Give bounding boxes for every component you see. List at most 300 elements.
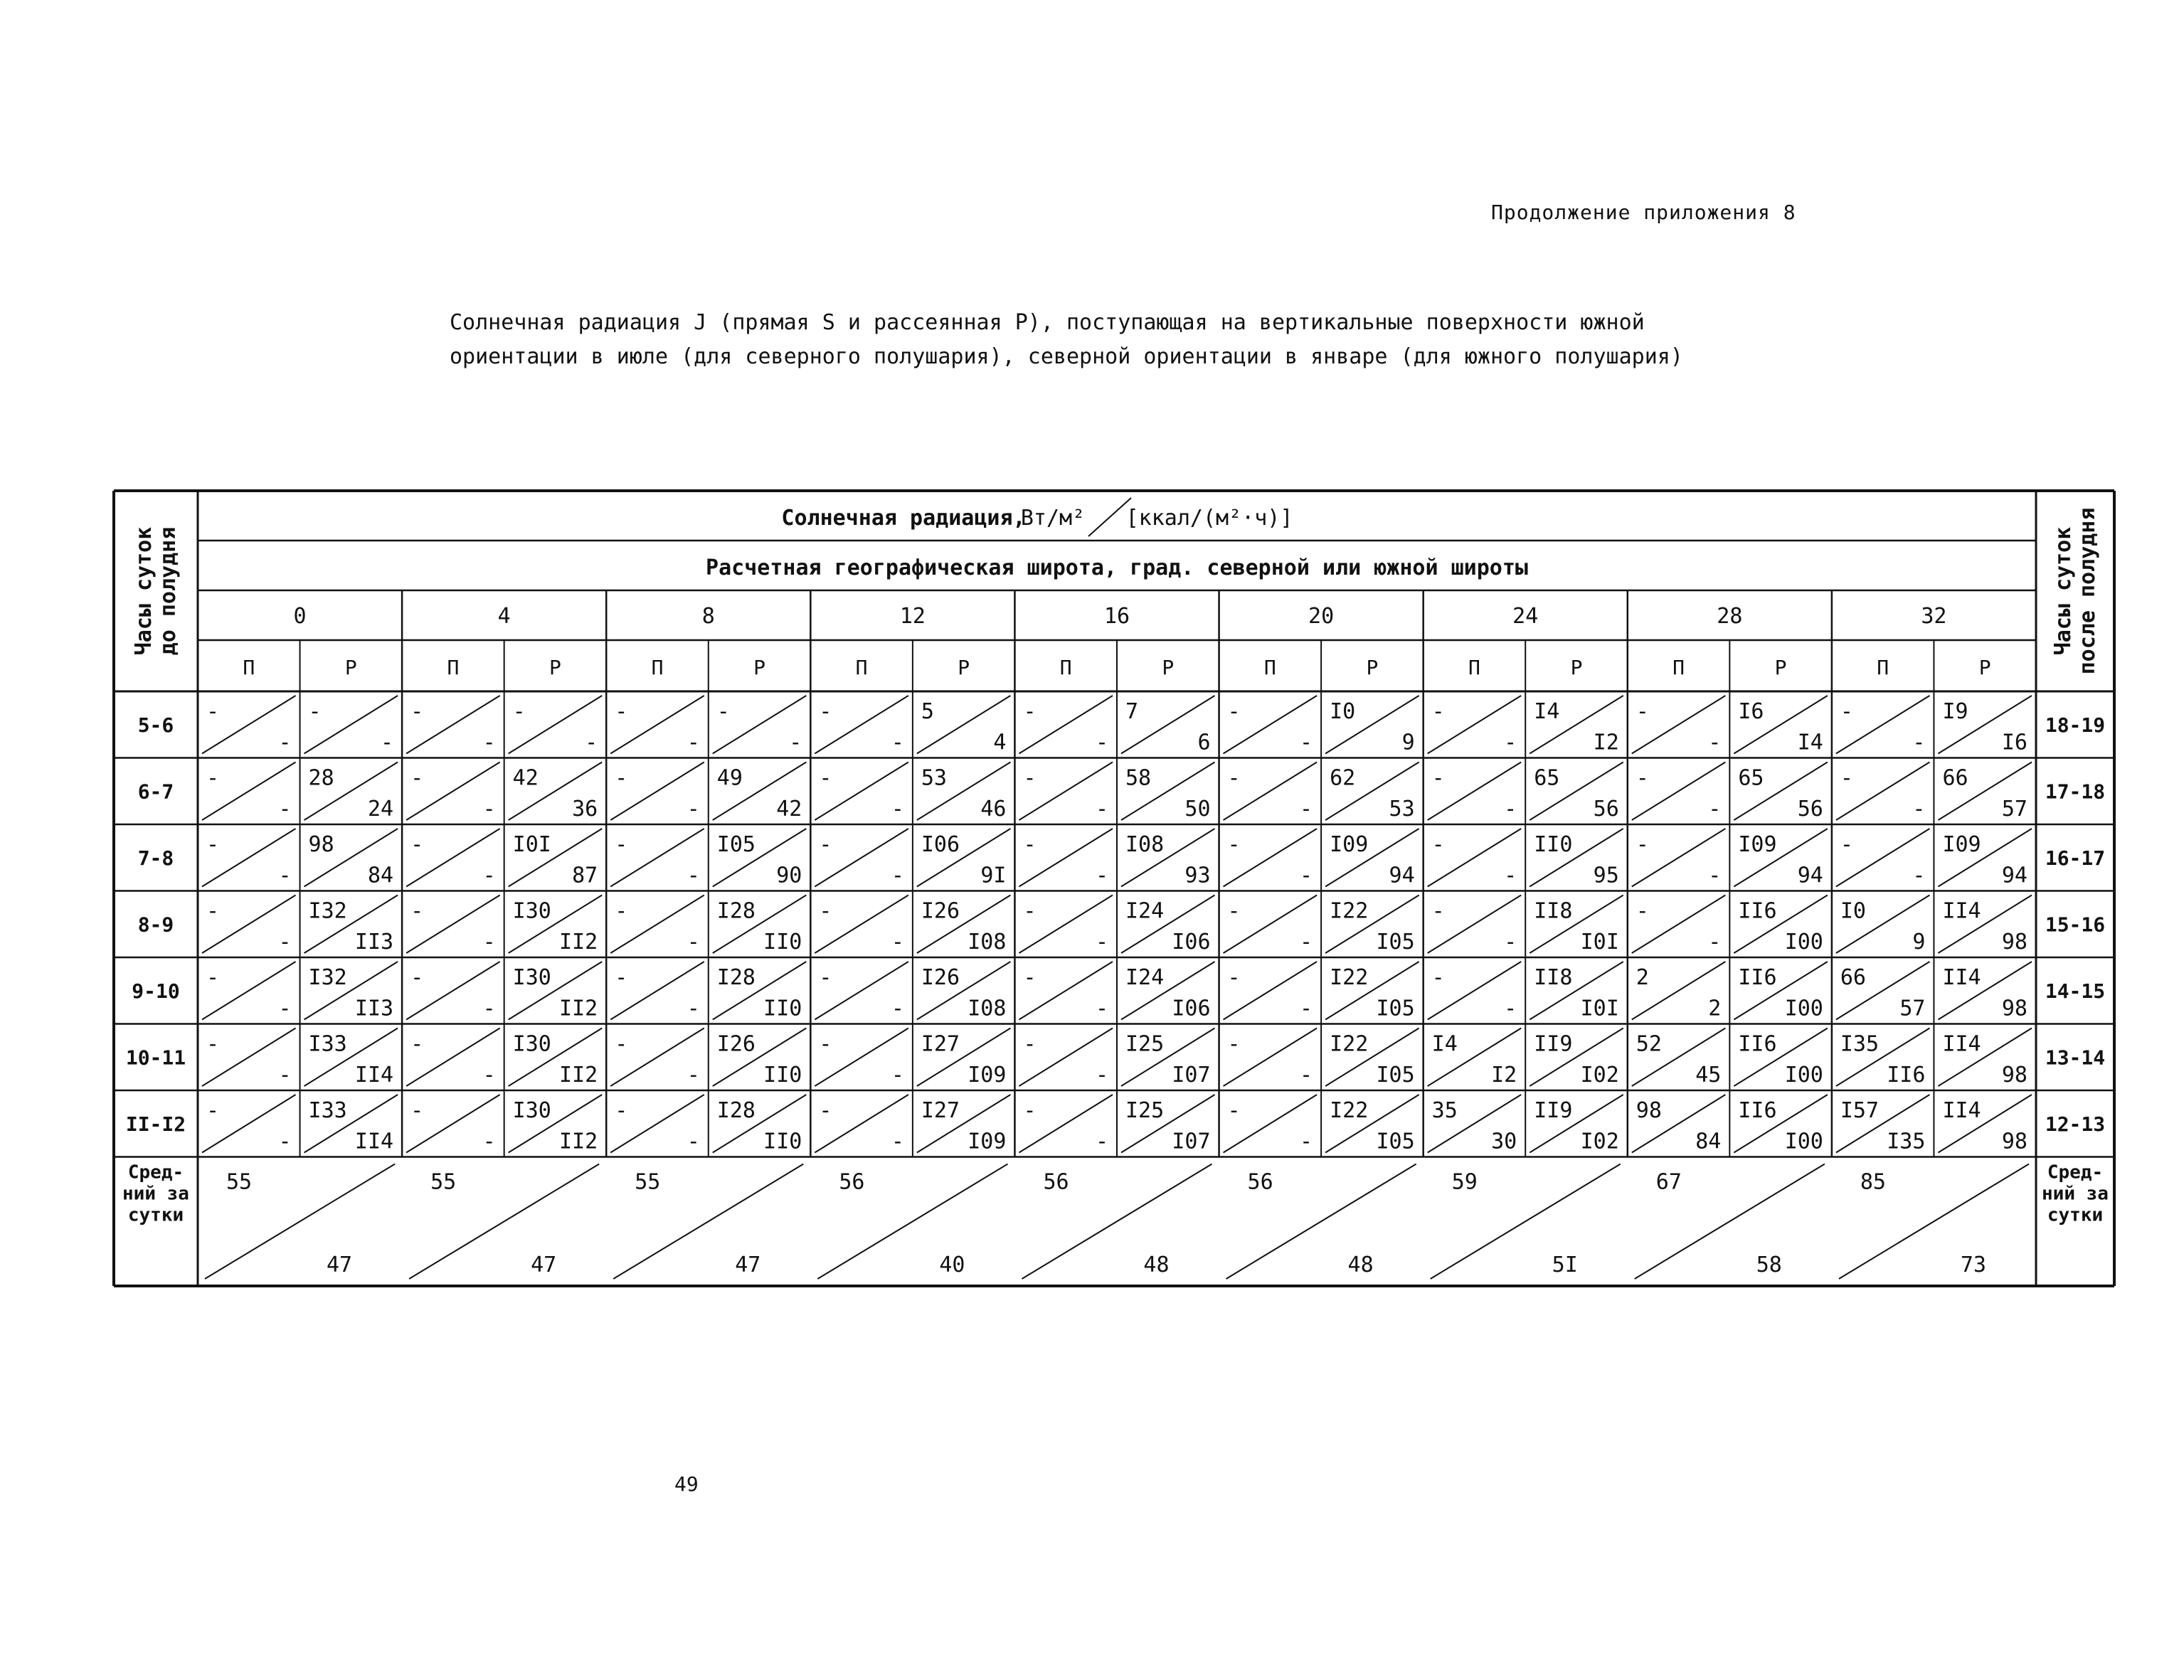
latitude-label: 8: [701, 604, 715, 629]
cell-lower-value: -: [1300, 930, 1313, 955]
cell-upper-value: 66: [1942, 765, 1968, 791]
cell-upper-value: I0I: [512, 832, 551, 857]
cell-upper-value: -: [1840, 699, 1853, 724]
cell-lower-value: I09: [968, 1129, 1007, 1154]
cell-lower-value: -: [891, 996, 904, 1021]
caption-line-1: Солнечная радиация J (прямая S и рассеянная P), поступающая на вертикальные поверхности южной: [450, 310, 1645, 335]
cell-upper-value: II4: [1942, 1031, 1981, 1057]
average-upper-value: 56: [1043, 1169, 1069, 1195]
cell-lower-value: -: [482, 730, 496, 755]
side-header-text: Часы суток: [132, 526, 157, 656]
average-upper-value: 67: [1655, 1169, 1682, 1195]
latitude-label: 32: [1921, 604, 1947, 629]
cell-upper-value: -: [1227, 1031, 1241, 1057]
cell-upper-value: I28: [716, 965, 756, 990]
cell-lower-value: -: [1095, 1063, 1108, 1088]
sub-label: Р: [1774, 656, 1787, 679]
cell-lower-value: -: [1095, 863, 1108, 888]
cell-upper-value: I09: [1738, 832, 1777, 857]
cell-lower-value: -: [891, 1063, 904, 1088]
cell-lower-value: -: [891, 863, 904, 888]
cell-upper-value: I25: [1125, 1031, 1165, 1057]
cell-upper-value: -: [1023, 699, 1037, 724]
cell-upper-value: II4: [1942, 898, 1981, 924]
cell-upper-value: I25: [1125, 1098, 1165, 1123]
cell-upper-value: I30: [512, 965, 551, 990]
cell-upper-value: II8: [1534, 965, 1573, 990]
latitude-label: 4: [497, 604, 511, 629]
cell-upper-value: 65: [1534, 765, 1560, 791]
cell-lower-value: -: [1708, 863, 1722, 888]
cell-lower-value: I05: [1376, 996, 1415, 1021]
cell-lower-value: 98: [2001, 930, 2027, 955]
cell-upper-value: -: [1431, 699, 1445, 724]
cell-upper-value: I22: [1330, 965, 1369, 990]
average-lower-value: 48: [1347, 1253, 1374, 1277]
cell-upper-value: -: [819, 765, 832, 791]
cell-upper-value: -: [1636, 765, 1649, 791]
sub-label: П: [1877, 656, 1889, 679]
cell-lower-value: -: [482, 1063, 496, 1088]
cell-upper-value: I27: [921, 1031, 960, 1057]
cell-lower-value: -: [482, 930, 496, 955]
cell-upper-value: -: [716, 699, 730, 724]
average-label: Сред-: [2047, 1161, 2104, 1184]
cell-upper-value: -: [615, 1098, 628, 1123]
cell-lower-value: -: [891, 797, 904, 822]
cell-lower-value: II2: [559, 1063, 598, 1088]
cell-upper-value: I09: [1330, 832, 1369, 857]
cell-lower-value: I00: [1784, 930, 1823, 955]
hour-pm-label: 15-16: [2045, 913, 2106, 937]
cell-upper-value: I35: [1840, 1031, 1880, 1057]
cell-upper-value: II6: [1738, 898, 1777, 924]
cell-upper-value: I26: [921, 898, 960, 924]
cell-upper-value: -: [1227, 699, 1241, 724]
cell-lower-value: II0: [763, 1129, 802, 1154]
cell-upper-value: II9: [1534, 1031, 1573, 1057]
cell-upper-value: 66: [1840, 965, 1867, 990]
cell-lower-value: 84: [1695, 1129, 1722, 1154]
units-alt-label: [ккал/(м²·ч)]: [1125, 506, 1293, 531]
cell-upper-value: I9: [1942, 699, 1968, 724]
cell-upper-value: I27: [921, 1098, 960, 1123]
sub-label: П: [243, 656, 255, 679]
average-lower-value: 73: [1960, 1253, 1986, 1277]
average-upper-value: 55: [635, 1169, 661, 1195]
cell-lower-value: -: [1504, 797, 1517, 822]
cell-lower-value: -: [1504, 996, 1517, 1021]
cell-lower-value: 30: [1491, 1129, 1517, 1154]
cell-lower-value: I05: [1376, 1063, 1415, 1088]
cell-upper-value: 5: [921, 699, 934, 724]
cell-upper-value: II4: [1942, 965, 1981, 990]
cell-upper-value: -: [1840, 832, 1853, 857]
cell-lower-value: -: [1912, 797, 1926, 822]
cell-upper-value: -: [206, 699, 220, 724]
cell-lower-value: -: [1095, 797, 1108, 822]
cell-upper-value: -: [615, 765, 628, 791]
cell-lower-value: 9: [1912, 930, 1926, 955]
cell-upper-value: II6: [1738, 1098, 1777, 1123]
hour-am-label: II-I2: [125, 1112, 186, 1136]
sub-label: Р: [958, 656, 970, 679]
cell-lower-value: -: [278, 797, 292, 822]
right-side-header: [2051, 508, 2100, 675]
cell-lower-value: -: [687, 1129, 700, 1154]
caption-line-2: ориентации в июле (для северного полушария), северной ориентации в январе (для южного полушария): [450, 344, 1683, 369]
cell-upper-value: I28: [716, 1098, 756, 1123]
cell-upper-value: I57: [1840, 1098, 1880, 1123]
cell-lower-value: -: [687, 863, 700, 888]
cell-lower-value: -: [278, 1129, 292, 1154]
sub-label: Р: [549, 656, 561, 679]
cell-upper-value: I30: [512, 898, 551, 924]
latitude-label: 16: [1103, 604, 1130, 629]
cell-lower-value: -: [687, 930, 700, 955]
cell-upper-value: I4: [1534, 699, 1560, 724]
cell-upper-value: -: [615, 898, 628, 924]
average-label: сутки: [127, 1204, 184, 1226]
cell-lower-value: -: [891, 1129, 904, 1154]
left-side-header: [132, 527, 181, 656]
sub-label: П: [1263, 656, 1276, 679]
cell-upper-value: -: [1023, 1098, 1037, 1123]
cell-lower-value: 9I: [980, 863, 1007, 888]
cell-upper-value: -: [1227, 832, 1241, 857]
cell-upper-value: -: [206, 1031, 220, 1057]
cell-upper-value: -: [308, 699, 322, 724]
cell-upper-value: I08: [1125, 832, 1165, 857]
cell-upper-value: I4: [1431, 1031, 1458, 1057]
table-subtitle: Расчетная географическая широта, град. северной или южной широты: [706, 555, 1528, 580]
cell-upper-value: I09: [1942, 832, 1981, 857]
cell-lower-value: -: [482, 863, 496, 888]
cell-lower-value: I2: [1491, 1063, 1517, 1088]
cell-lower-value: 56: [1797, 797, 1823, 822]
cell-lower-value: 94: [1389, 863, 1415, 888]
cell-lower-value: I08: [968, 930, 1007, 955]
cell-lower-value: 98: [2001, 1129, 2027, 1154]
sub-label: П: [447, 656, 460, 679]
cell-lower-value: -: [1708, 730, 1722, 755]
sub-label: Р: [1366, 656, 1379, 679]
cell-upper-value: -: [1227, 1098, 1241, 1123]
cell-upper-value: I22: [1330, 1098, 1369, 1123]
cell-upper-value: -: [1636, 832, 1649, 857]
cell-upper-value: -: [1227, 965, 1241, 990]
cell-upper-value: I0: [1330, 699, 1356, 724]
cell-lower-value: -: [1912, 730, 1926, 755]
cell-upper-value: 2: [1636, 965, 1649, 990]
cell-lower-value: -: [482, 797, 496, 822]
cell-upper-value: -: [410, 832, 424, 857]
hour-am-label: 7-8: [137, 846, 174, 870]
average-lower-value: 40: [939, 1253, 965, 1277]
cell-lower-value: -: [278, 730, 292, 755]
cell-upper-value: I22: [1330, 1031, 1369, 1057]
cell-upper-value: II6: [1738, 1031, 1777, 1057]
average-lower-value: 5I: [1552, 1253, 1578, 1277]
cell-upper-value: I28: [716, 898, 756, 924]
cell-upper-value: -: [206, 765, 220, 791]
cell-upper-value: -: [819, 965, 832, 990]
table-title: Солнечная радиация,: [781, 506, 1026, 531]
cell-lower-value: I05: [1376, 1129, 1415, 1154]
cell-lower-value: 57: [2001, 797, 2027, 822]
cell-upper-value: 58: [1125, 765, 1152, 791]
cell-lower-value: 95: [1593, 863, 1619, 888]
side-header-text: Часы суток: [2051, 526, 2076, 656]
cell-lower-value: I0I: [1580, 930, 1619, 955]
cell-lower-value: II0: [763, 996, 802, 1021]
cell-upper-value: I6: [1738, 699, 1764, 724]
average-label: сутки: [2047, 1204, 2104, 1226]
average-upper-value: 56: [1247, 1169, 1273, 1195]
cell-upper-value: II0: [1534, 832, 1573, 857]
sub-label: Р: [753, 656, 765, 679]
cell-upper-value: -: [410, 1031, 424, 1057]
cell-lower-value: I07: [1172, 1129, 1211, 1154]
cell-lower-value: -: [1504, 930, 1517, 955]
cell-upper-value: -: [1636, 699, 1649, 724]
cell-upper-value: 35: [1431, 1098, 1458, 1123]
cell-upper-value: I06: [921, 832, 960, 857]
cell-upper-value: -: [410, 898, 424, 924]
cell-lower-value: 84: [367, 863, 394, 888]
cell-upper-value: -: [410, 965, 424, 990]
cell-upper-value: -: [1636, 898, 1649, 924]
cell-upper-value: 98: [308, 832, 334, 857]
cell-upper-value: 49: [716, 765, 743, 791]
cell-lower-value: -: [1912, 863, 1926, 888]
cell-upper-value: I30: [512, 1098, 551, 1123]
cell-lower-value: II2: [559, 996, 598, 1021]
cell-upper-value: -: [1023, 832, 1037, 857]
cell-upper-value: I24: [1125, 898, 1165, 924]
cell-lower-value: 98: [2001, 1063, 2027, 1088]
cell-lower-value: -: [585, 730, 598, 755]
cell-lower-value: II3: [354, 996, 394, 1021]
cell-lower-value: -: [1708, 797, 1722, 822]
cell-lower-value: 50: [1184, 797, 1211, 822]
cell-upper-value: -: [1431, 898, 1445, 924]
cell-lower-value: 46: [980, 797, 1007, 822]
cell-lower-value: -: [1708, 930, 1722, 955]
units-label: Вт/м²: [1020, 506, 1086, 531]
cell-lower-value: I35: [1887, 1129, 1926, 1154]
cell-upper-value: 62: [1330, 765, 1356, 791]
cell-lower-value: I2: [1593, 730, 1619, 755]
cell-lower-value: 53: [1389, 797, 1415, 822]
cell-lower-value: II3: [354, 930, 394, 955]
cell-lower-value: -: [381, 730, 394, 755]
cell-upper-value: I32: [308, 898, 347, 924]
hour-pm-label: 16-17: [2045, 846, 2106, 870]
cell-upper-value: 7: [1125, 699, 1139, 724]
cell-lower-value: 98: [2001, 996, 2027, 1021]
cell-lower-value: I6: [2001, 730, 2027, 755]
page-number: 49: [674, 1472, 699, 1496]
cell-lower-value: -: [687, 730, 700, 755]
cell-lower-value: I02: [1580, 1063, 1619, 1088]
cell-upper-value: I26: [716, 1031, 756, 1057]
latitude-label: 24: [1512, 604, 1539, 629]
cell-lower-value: -: [789, 730, 802, 755]
cell-upper-value: -: [410, 765, 424, 791]
cell-lower-value: I0I: [1580, 996, 1619, 1021]
cell-upper-value: II8: [1534, 898, 1573, 924]
cell-lower-value: II2: [559, 930, 598, 955]
average-lower-value: 48: [1143, 1253, 1170, 1277]
average-lower-value: 47: [531, 1253, 557, 1277]
cell-upper-value: I05: [716, 832, 756, 857]
cell-lower-value: I05: [1376, 930, 1415, 955]
cell-upper-value: -: [1431, 965, 1445, 990]
cell-upper-value: -: [1431, 832, 1445, 857]
average-lower-value: 58: [1756, 1253, 1782, 1277]
cell-upper-value: -: [206, 965, 220, 990]
average-upper-value: 55: [430, 1169, 457, 1195]
hour-am-label: 8-9: [137, 913, 174, 937]
cell-upper-value: -: [512, 699, 526, 724]
cell-lower-value: -: [687, 1063, 700, 1088]
hour-pm-label: 13-14: [2045, 1046, 2106, 1070]
cell-lower-value: -: [482, 1129, 496, 1154]
latitude-label: 12: [899, 604, 926, 629]
hour-am-label: 6-7: [137, 780, 174, 804]
average-label: Сред-: [127, 1161, 184, 1184]
cell-upper-value: -: [615, 832, 628, 857]
average-upper-value: 56: [839, 1169, 865, 1195]
cell-lower-value: 42: [776, 797, 802, 822]
hour-pm-label: 17-18: [2045, 780, 2106, 804]
cell-upper-value: 52: [1636, 1031, 1662, 1057]
cell-upper-value: II4: [1942, 1098, 1981, 1123]
latitude-label: 28: [1717, 604, 1743, 629]
hour-pm-label: 18-19: [2045, 713, 2106, 737]
cell-lower-value: I07: [1172, 1063, 1211, 1088]
cell-lower-value: II0: [763, 1063, 802, 1088]
cell-upper-value: I30: [512, 1031, 551, 1057]
sub-label: Р: [1978, 656, 1991, 679]
latitude-label: 20: [1308, 604, 1335, 629]
cell-lower-value: -: [1095, 730, 1108, 755]
cell-upper-value: I0: [1840, 898, 1867, 924]
cell-lower-value: 94: [2001, 863, 2027, 888]
cell-lower-value: -: [1300, 863, 1313, 888]
cell-lower-value: -: [1300, 1129, 1313, 1154]
cell-lower-value: I4: [1797, 730, 1823, 755]
cell-lower-value: -: [1095, 1129, 1108, 1154]
cell-lower-value: 57: [1899, 996, 1926, 1021]
cell-upper-value: I26: [921, 965, 960, 990]
cell-upper-value: -: [1023, 965, 1037, 990]
average-upper-value: 85: [1860, 1169, 1887, 1195]
cell-upper-value: -: [206, 1098, 220, 1123]
sub-label: Р: [1162, 656, 1175, 679]
sub-label: П: [1059, 656, 1072, 679]
side-header-text: после полудня: [2075, 507, 2100, 675]
hour-pm-label: 14-15: [2045, 979, 2106, 1003]
cell-upper-value: II9: [1534, 1098, 1573, 1123]
cell-upper-value: I22: [1330, 898, 1369, 924]
cell-lower-value: 2: [1708, 996, 1722, 1021]
side-header-text: до полудня: [156, 526, 181, 656]
cell-lower-value: I08: [968, 996, 1007, 1021]
cell-lower-value: 45: [1695, 1063, 1722, 1088]
average-upper-value: 59: [1451, 1169, 1478, 1195]
cell-lower-value: I06: [1172, 996, 1211, 1021]
cell-lower-value: I00: [1784, 1063, 1823, 1088]
cell-lower-value: 94: [1797, 863, 1823, 888]
cell-upper-value: 98: [1636, 1098, 1662, 1123]
cell-upper-value: -: [410, 1098, 424, 1123]
cell-lower-value: -: [1095, 930, 1108, 955]
cell-lower-value: 56: [1593, 797, 1619, 822]
cell-lower-value: I00: [1784, 1129, 1823, 1154]
cell-lower-value: -: [1095, 996, 1108, 1021]
cell-lower-value: -: [1300, 996, 1313, 1021]
average-lower-value: 47: [326, 1253, 353, 1277]
cell-upper-value: -: [615, 699, 628, 724]
cell-lower-value: I02: [1580, 1129, 1619, 1154]
hour-pm-label: 12-13: [2045, 1112, 2106, 1136]
cell-lower-value: 9: [1401, 730, 1415, 755]
cell-upper-value: -: [1227, 898, 1241, 924]
hour-am-label: 5-6: [137, 713, 174, 737]
cell-upper-value: -: [1023, 765, 1037, 791]
cell-upper-value: I33: [308, 1098, 347, 1123]
cell-upper-value: -: [819, 898, 832, 924]
cell-lower-value: -: [1300, 730, 1313, 755]
average-upper-value: 55: [226, 1169, 253, 1195]
cell-upper-value: 53: [921, 765, 948, 791]
sub-label: П: [1673, 656, 1685, 679]
cell-lower-value: I06: [1172, 930, 1211, 955]
cell-upper-value: -: [410, 699, 424, 724]
cell-lower-value: II2: [559, 1129, 598, 1154]
cell-upper-value: -: [819, 832, 832, 857]
sub-label: Р: [1570, 656, 1583, 679]
cell-upper-value: -: [819, 1098, 832, 1123]
cell-lower-value: -: [891, 730, 904, 755]
cell-lower-value: -: [482, 996, 496, 1021]
cell-upper-value: -: [1023, 1031, 1037, 1057]
cell-upper-value: I32: [308, 965, 347, 990]
cell-lower-value: -: [278, 1063, 292, 1088]
sub-label: П: [1468, 656, 1480, 679]
latitude-label: 0: [293, 604, 307, 629]
cell-lower-value: I09: [968, 1063, 1007, 1088]
cell-upper-value: -: [206, 832, 220, 857]
cell-lower-value: -: [1300, 1063, 1313, 1088]
cell-lower-value: -: [278, 930, 292, 955]
continuation-label: Продолжение приложения 8: [1491, 201, 1796, 224]
cell-lower-value: II4: [354, 1129, 394, 1154]
cell-upper-value: I33: [308, 1031, 347, 1057]
cell-lower-value: 6: [1197, 730, 1211, 755]
cell-upper-value: -: [206, 898, 220, 924]
cell-upper-value: -: [1023, 898, 1037, 924]
cell-upper-value: 65: [1738, 765, 1764, 791]
cell-lower-value: 24: [367, 797, 394, 822]
sub-label: П: [651, 656, 664, 679]
cell-upper-value: 28: [308, 765, 334, 791]
units-slash: [1088, 498, 1131, 536]
average-label: ний за: [2042, 1183, 2109, 1205]
cell-upper-value: -: [1431, 765, 1445, 791]
